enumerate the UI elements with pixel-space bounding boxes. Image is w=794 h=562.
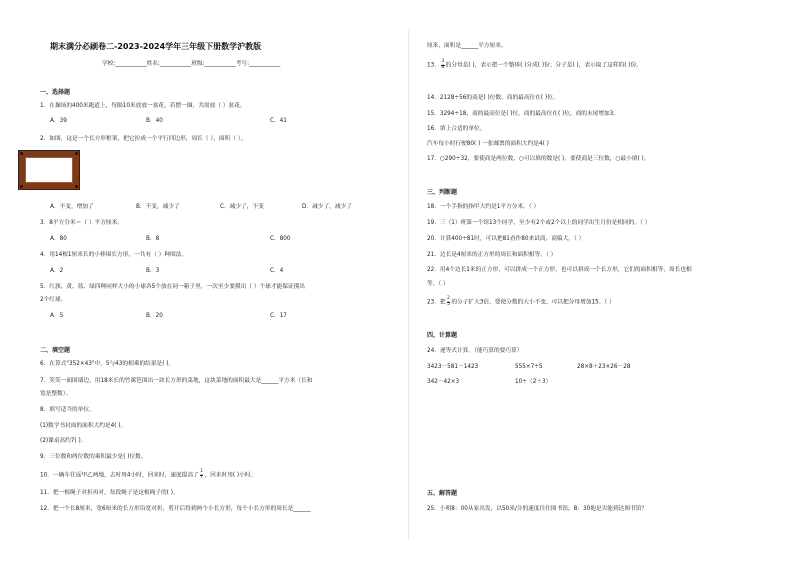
question-3: 3．8平方分米＝（ ）平方厘米。 — [40, 220, 123, 226]
question-6: 6．在算式"352×43"中，5与43的相乘的结果是( )。 — [40, 361, 175, 367]
section-judge-heading: 三、判断题 — [427, 189, 458, 196]
question-24: 24．递等式计算。（能巧算的要巧算） — [427, 348, 523, 354]
question-22-cont: 等。（ ） — [427, 281, 449, 287]
question-4: 4．用14根1厘米长的小棒围长方形，一共有（ ）种围法。 — [40, 252, 188, 258]
question-18: 18．一个手指的指甲大约是1平方分米。（ ） — [427, 204, 540, 210]
question-25: 25．小明8：00从家出发，以50米/分的速度往往图书馆，8：30他是否能到达图书馆？ — [427, 506, 648, 512]
question-20: 20．计算400÷81时，可以把81看作80来试商，商偏大。（ ） — [427, 236, 585, 242]
q10-fraction — [200, 470, 204, 480]
q4-option-a: A．2 — [50, 268, 64, 274]
question-22: 22．用4个边长1米的正方形，可以拼成一个正方形，也可以拼成一个长方形，它们的面积相等，周长也相 — [427, 267, 692, 273]
section-solve-heading: 五、解答题 — [427, 490, 458, 497]
question-11: 11．把一根绳子对折再对，每段绳子是这根绳子的( )。 — [40, 490, 179, 496]
question-19: 19．三（1）班第一个组13个同学，至少有2个或2个以上的同学出生月份是相同的。（ ） — [427, 220, 651, 226]
calc-item-4: 342－42×3 — [427, 379, 460, 385]
question-16-1: 汽车每小时行驶80( ) 一张邮票的面积大约是4( ) — [427, 141, 549, 147]
question-13 — [427, 60, 642, 70]
question-16: 16．填上合适的单位。 — [427, 126, 486, 132]
q2-option-b: B．不变，减少了 — [136, 204, 180, 210]
question-12: 12．把一个长8厘米，宽6厘米的长方形沿宽对折，剪开后得到两个小长方形，每个小长方形的周长是______ — [40, 506, 311, 512]
q23-fraction-numerator: 2 — [447, 296, 450, 301]
q5-option-a: A．5 — [50, 313, 64, 319]
q2-option-a: A．不变，增加了 — [50, 204, 94, 210]
q2-option-c: C．减少了，不变 — [220, 204, 264, 210]
q3-option-b: B．8 — [146, 236, 160, 242]
question-8-2: (2)课桌高约7( )。 — [40, 438, 87, 444]
question-8-1: (1)数学书封面的面积大约是4( )。 — [40, 423, 127, 429]
question-7: 7．笑笑一面围墙边，用18米长的竹篱笆围出一块长方形的菜地，这块菜地的面积最大是______平方米（长和 — [40, 378, 313, 384]
question-5-cont: 2个红球。 — [40, 297, 67, 303]
question-7-cont: 宽是整数）。 — [40, 391, 72, 397]
question-1: 1．在操场的400米跑道上，每隔10米放放一盆花，若摆一圈，共需放（ ）盆花。 — [40, 103, 246, 109]
section-calc-heading: 四、计算题 — [427, 332, 458, 339]
q13-text-b: 的分母是( )，表示把一个整体( )分成( )份；分子是( )，表示取了这样的( )份。 — [445, 62, 642, 69]
left-column — [40, 0, 415, 562]
question-23 — [427, 297, 615, 307]
question-17: 17．○290÷32，要使商是两位数，○可以填的数是( )，要使商是三位数，○最小填( )。 — [427, 156, 650, 162]
exam-title: 期末满分必刷卷二-2023-2024学年三年级下册数学沪教版 — [50, 42, 262, 51]
q13-fraction — [441, 60, 445, 70]
q5-option-b: B．20 — [146, 313, 163, 319]
q1-option-a: A．39 — [50, 118, 67, 124]
q1-option-b: B．40 — [146, 118, 163, 124]
right-column — [415, 0, 790, 562]
question-15: 15．3294÷18，商的最高位是( )位，商的最高位在( )位，商的末尾增加3。 — [427, 111, 620, 117]
q4-option-b: B．3 — [146, 268, 160, 274]
q4-option-c: C．4 — [270, 268, 284, 274]
rectangle-frame-figure — [18, 150, 80, 190]
q3-option-a: A．80 — [50, 236, 67, 242]
q10-text-b: ，回来时用( )小时。 — [204, 472, 257, 479]
question-2: 2．如图，这是一个长方形框架，把它拉成一个平行四边形，周长（ ），面积（ ）。 — [40, 136, 247, 142]
q10-text-a: 10．一辆车往返甲乙两地，去时用4小时，回来时，速度提高了 — [40, 472, 199, 479]
section-fill-heading: 二、填空题 — [40, 347, 71, 354]
q13-fraction-numerator: 3 — [441, 59, 445, 64]
q23-text-b: 的分子扩大3倍，要使分数的大小不变，可以把分母增加15。（ ） — [451, 299, 615, 306]
q23-fraction-denominator: 5 — [447, 301, 450, 307]
q5-option-c: C．17 — [270, 313, 287, 319]
calc-item-2: 555×7÷5 — [515, 364, 543, 370]
question-8: 8．填写适当的单位。 — [40, 407, 95, 413]
question-5: 5．红旗、黄、蓝、绿四种同样大小的小球各5个放在同一箱子里，一次至少要摸出（ ）个球才能保证摸出 — [40, 284, 305, 290]
question-12-cont: 厘米，面积是______平方厘米。 — [427, 43, 507, 49]
student-info-line: 学校:___________姓名:___________班级:___________考号:___________ — [102, 61, 281, 67]
question-14: 14．2128÷56的商是( )位数，商的最高位在( )位。 — [427, 95, 559, 101]
q23-text-a: 23．把 — [427, 299, 446, 306]
q23-fraction — [447, 297, 451, 307]
q13-fraction-denominator: 8 — [441, 64, 445, 70]
calc-item-5: 10÷（2＋3） — [515, 379, 552, 385]
question-21: 21．边长是4厘米的正方形的周长和面积相等。（ ） — [427, 252, 557, 258]
question-10 — [40, 470, 256, 480]
q1-option-c: C．41 — [270, 118, 287, 124]
q10-fraction-denominator: 7 — [200, 474, 203, 480]
section-choice-heading: 一、选择题 — [40, 89, 71, 96]
question-9: 9．三位数和两位数的乘积最少是( )位数。 — [40, 454, 147, 460]
q2-option-d: D．减少了，减少了 — [302, 204, 352, 210]
q10-fraction-numerator: 1 — [200, 469, 203, 474]
q13-text-a: 13． — [427, 62, 440, 69]
calc-item-1: 3423－581－1423 — [427, 364, 479, 370]
calc-item-3: 28×8＋23×26－28 — [577, 364, 631, 370]
q3-option-c: C．800 — [270, 236, 291, 242]
